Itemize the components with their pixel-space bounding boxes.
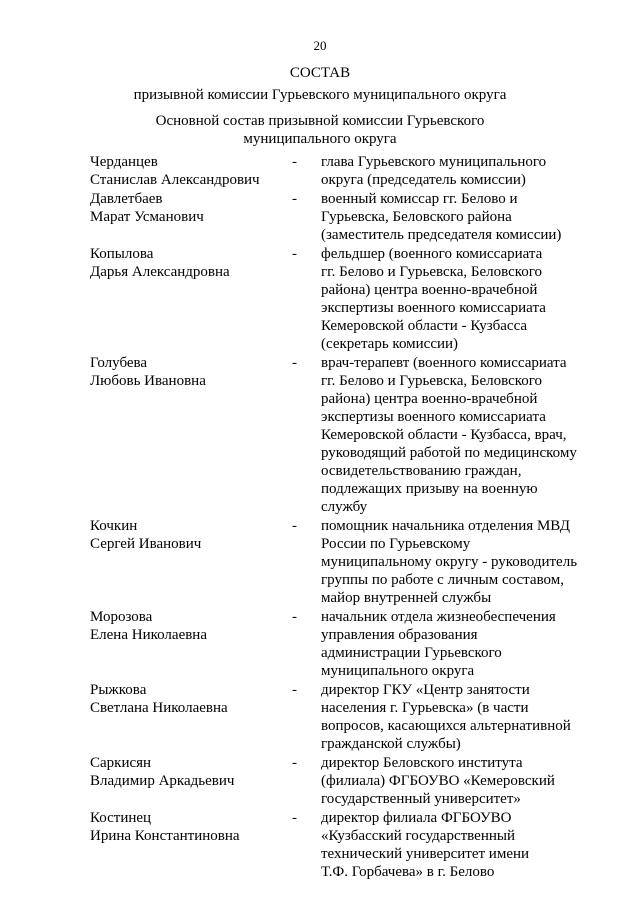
member-role-line: гг. Белово и Гурьевска, Беловского bbox=[321, 264, 543, 280]
member-name bbox=[90, 681, 290, 717]
member-role-line: освидетельствованию граждан, bbox=[321, 463, 522, 479]
member-dash: - bbox=[292, 810, 297, 826]
member-role-line: директор ГКУ «Центр занятости bbox=[321, 682, 530, 698]
member-row bbox=[90, 354, 590, 516]
member-name bbox=[90, 517, 290, 553]
member-role-line: округа (председатель комиссии) bbox=[321, 172, 526, 188]
member-role bbox=[321, 809, 590, 881]
member-role-line: фельдшер (военного комиссариата bbox=[321, 246, 543, 262]
member-given-names: Сергей Иванович bbox=[90, 536, 202, 552]
member-row bbox=[90, 190, 590, 244]
member-row bbox=[90, 245, 590, 353]
page-number: 20 bbox=[313, 38, 327, 53]
member-role-line: Гурьевска, Беловского района bbox=[321, 209, 512, 225]
member-dash: - bbox=[292, 355, 297, 371]
member-row bbox=[90, 608, 590, 680]
member-name bbox=[90, 190, 290, 226]
member-role-line: района) центра военно-врачебной bbox=[321, 282, 538, 298]
member-name bbox=[90, 354, 290, 390]
member-row bbox=[90, 153, 590, 189]
member-dash: - bbox=[292, 755, 297, 771]
member-role bbox=[321, 517, 590, 607]
member-given-names: Марат Усманович bbox=[90, 209, 204, 225]
member-name bbox=[90, 153, 290, 189]
member-given-names: Станислав Александрович bbox=[90, 172, 260, 188]
member-role-line: населения г. Гурьевска» (в части bbox=[321, 700, 529, 716]
member-role-line: (филиала) ФГБОУВО «Кемеровский bbox=[321, 773, 555, 789]
member-role bbox=[321, 608, 590, 680]
member-role-line: гражданской службы) bbox=[321, 736, 461, 752]
member-role bbox=[321, 681, 590, 753]
member-role-line: (секретарь комиссии) bbox=[321, 336, 459, 352]
member-role-line: вопросов, касающихся альтернативной bbox=[321, 718, 571, 734]
member-surname: Черданцев bbox=[90, 154, 158, 170]
member-name bbox=[90, 608, 290, 644]
member-given-names: Владимир Аркадьевич bbox=[90, 773, 235, 789]
member-role-line: России по Гурьевскому bbox=[321, 536, 471, 552]
member-surname: Рыжкова bbox=[90, 682, 147, 698]
member-role-line: начальник отдела жизнеобеспечения bbox=[321, 609, 556, 625]
member-surname: Саркисян bbox=[90, 755, 152, 771]
member-role-line: глава Гурьевского муниципального bbox=[321, 154, 547, 170]
member-name bbox=[90, 245, 290, 281]
member-given-names: Светлана Николаевна bbox=[90, 700, 228, 716]
member-dash: - bbox=[292, 518, 297, 534]
member-dash: - bbox=[292, 191, 297, 207]
member-role-line: экспертизы военного комиссариата bbox=[321, 409, 546, 425]
member-row bbox=[90, 754, 590, 808]
member-surname: Кочкин bbox=[90, 518, 138, 534]
member-role-line: директор Беловского института bbox=[321, 755, 523, 771]
member-role-line: руководящий работой по медицинскому bbox=[321, 445, 577, 461]
member-role-line: гг. Белово и Гурьевска, Беловского bbox=[321, 373, 543, 389]
member-role-line: администрации Гурьевского bbox=[321, 645, 502, 661]
member-surname: Морозова bbox=[90, 609, 153, 625]
member-surname: Голубева bbox=[90, 355, 148, 371]
member-surname: Копылова bbox=[90, 246, 154, 262]
member-role-line: Кемеровской области - Кузбасса, врач, bbox=[321, 427, 567, 443]
member-name bbox=[90, 809, 290, 845]
member-role-line: государственный университет» bbox=[321, 791, 521, 807]
member-role-line: помощник начальника отделения МВД bbox=[321, 518, 570, 534]
member-role-line: группы по работе с личным составом, bbox=[321, 572, 565, 588]
member-row bbox=[90, 517, 590, 607]
section-heading-line: муниципального округа bbox=[243, 131, 397, 147]
members-list bbox=[90, 153, 590, 882]
member-role-line: подлежащих призыву на военную bbox=[321, 481, 538, 497]
member-given-names: Ирина Константиновна bbox=[90, 828, 240, 844]
member-role-line: (заместитель председателя комиссии) bbox=[321, 227, 562, 243]
member-role-line: района) центра военно-врачебной bbox=[321, 391, 538, 407]
member-given-names: Дарья Александровна bbox=[90, 264, 230, 280]
member-surname: Костинец bbox=[90, 810, 152, 826]
member-role-line: врач-терапевт (военного комиссариата bbox=[321, 355, 567, 371]
member-given-names: Любовь Ивановна bbox=[90, 373, 206, 389]
member-row bbox=[90, 681, 590, 753]
member-role bbox=[321, 754, 590, 808]
member-role-line: службу bbox=[321, 499, 368, 515]
member-dash: - bbox=[292, 682, 297, 698]
member-role bbox=[321, 190, 590, 244]
member-dash: - bbox=[292, 609, 297, 625]
member-role-line: Т.Ф. Горбачева» в г. Белово bbox=[321, 864, 495, 880]
member-given-names: Елена Николаевна bbox=[90, 627, 207, 643]
member-role bbox=[321, 153, 590, 189]
member-role-line: Кемеровской области - Кузбасса bbox=[321, 318, 528, 334]
member-role-line: управления образования bbox=[321, 627, 478, 643]
member-surname: Давлетбаев bbox=[90, 191, 163, 207]
document-subtitle: призывной комиссии Гурьевского муниципального округа bbox=[133, 87, 507, 103]
member-role-line: «Кузбасский государственный bbox=[321, 828, 515, 844]
member-role-line: экспертизы военного комиссариата bbox=[321, 300, 546, 316]
member-dash: - bbox=[292, 246, 297, 262]
member-role-line: муниципального округа bbox=[321, 663, 475, 679]
member-role-line: директор филиала ФГБОУВО bbox=[321, 810, 512, 826]
member-role bbox=[321, 245, 590, 353]
member-role-line: муниципальному округу - руководитель bbox=[321, 554, 578, 570]
section-heading bbox=[0, 112, 640, 148]
member-row bbox=[90, 809, 590, 881]
section-heading-line: Основной состав призывной комиссии Гурьевского bbox=[155, 113, 485, 129]
member-name bbox=[90, 754, 290, 790]
member-dash: - bbox=[292, 154, 297, 170]
document-title: СОСТАВ bbox=[289, 65, 351, 81]
member-role-line: военный комиссар гг. Белово и bbox=[321, 191, 518, 207]
member-role-line: технический университет имени bbox=[321, 846, 530, 862]
member-role-line: майор внутренней службы bbox=[321, 590, 492, 606]
member-role bbox=[321, 354, 590, 516]
